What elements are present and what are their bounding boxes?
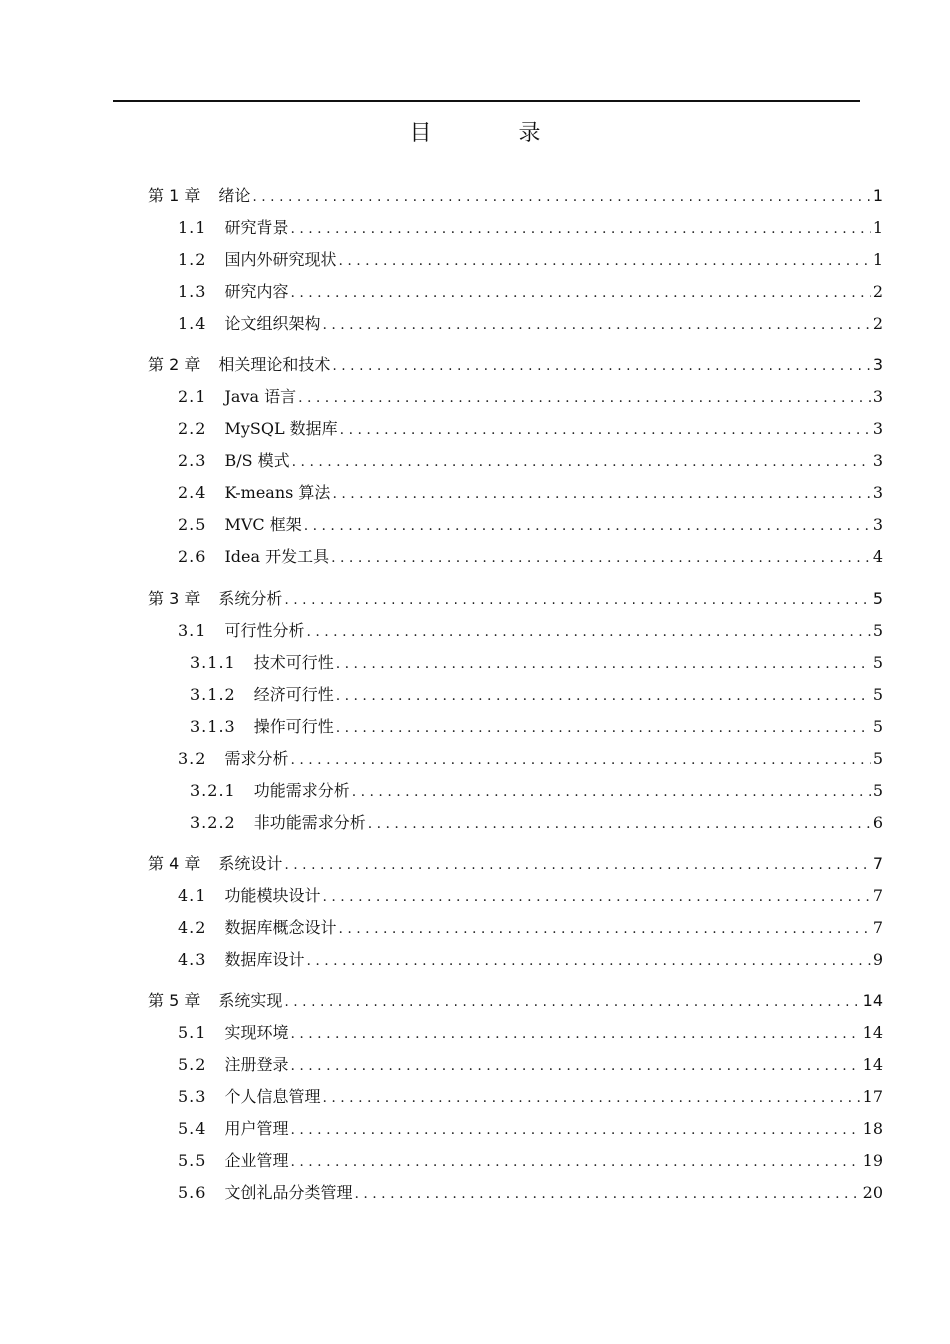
- toc-entry-number: 4.1: [178, 886, 207, 905]
- toc-entry-label: 文创礼品分类管理: [224, 1183, 353, 1202]
- toc-entry-label: 研究内容: [224, 282, 289, 301]
- toc-entry-label: Idea 开发工具: [224, 547, 330, 566]
- toc-entry-number: 3.1.2: [190, 685, 236, 704]
- toc-entry-label: 数据库概念设计: [224, 918, 337, 937]
- toc-entry[interactable]: [148, 589, 883, 611]
- toc-entry-page: 3: [872, 515, 883, 534]
- toc-entry-page: 5: [872, 749, 883, 768]
- toc-entry-page: 7: [872, 886, 883, 905]
- toc-entry[interactable]: [178, 1119, 883, 1141]
- toc-entry-label: Java 语言: [224, 387, 297, 406]
- toc-entry-page: 2: [872, 314, 883, 333]
- toc-entry-label: 需求分析: [224, 749, 289, 768]
- toc-entry-number: 5.2: [178, 1055, 207, 1074]
- toc-entry-page: 3: [872, 387, 883, 406]
- toc-entry-label: 相关理论和技术: [218, 355, 331, 374]
- toc-dot-leader: [290, 1024, 860, 1044]
- toc-dot-leader: [331, 548, 871, 568]
- toc-entry-page: 5: [872, 685, 883, 704]
- toc-entry-page: 19: [862, 1151, 883, 1170]
- toc-entry[interactable]: [178, 314, 883, 336]
- toc-entry[interactable]: [178, 1151, 883, 1173]
- toc-entry-number: 2.1: [178, 387, 207, 406]
- toc-entry-number: 5.1: [178, 1023, 207, 1042]
- toc-entry-label: 操作可行性: [253, 717, 334, 736]
- toc-entry-number: 5.5: [178, 1151, 207, 1170]
- toc-entry-page: 1: [872, 186, 883, 205]
- top-rule: [113, 100, 860, 102]
- toc-entry-number: 1.4: [178, 314, 207, 333]
- toc-entry-label: 功能模块设计: [224, 886, 321, 905]
- toc-entry[interactable]: [178, 218, 883, 240]
- toc-entry-page: 4: [872, 547, 883, 566]
- toc-entry-page: 14: [862, 1055, 883, 1074]
- toc-entry-label: 注册登录: [224, 1055, 289, 1074]
- toc-dot-leader: [322, 315, 870, 335]
- toc-entry-label: 个人信息管理: [224, 1087, 321, 1106]
- toc-entry-page: 3: [872, 355, 883, 374]
- toc-dot-leader: [340, 420, 871, 440]
- toc-dot-leader: [306, 622, 870, 642]
- toc-entry[interactable]: [148, 854, 883, 876]
- toc-entry-number: 第 4 章: [148, 854, 201, 873]
- toc-entry-page: 5: [872, 589, 883, 608]
- toc-entry[interactable]: [148, 355, 883, 377]
- toc-dot-leader: [332, 356, 870, 376]
- toc-dot-leader: [298, 388, 871, 408]
- toc-entry-number: 2.4: [178, 483, 207, 502]
- toc-entry-label: 论文组织架构: [224, 314, 321, 333]
- toc-entry-number: 2.5: [178, 515, 207, 534]
- toc-entry-page: 6: [872, 813, 883, 832]
- toc-entry-number: 5.3: [178, 1087, 207, 1106]
- toc-entry[interactable]: [178, 1183, 883, 1205]
- toc-entry[interactable]: [190, 781, 883, 803]
- toc-entry-label: 技术可行性: [253, 653, 334, 672]
- toc-entry[interactable]: [178, 282, 883, 304]
- toc-dot-leader: [252, 187, 870, 207]
- toc-entry[interactable]: [178, 250, 883, 272]
- toc-entry-label: MVC 框架: [224, 515, 302, 534]
- toc-entry-label: K-means 算法: [224, 483, 331, 502]
- toc-entry-label: 可行性分析: [224, 621, 305, 640]
- toc-entry[interactable]: [178, 451, 883, 473]
- toc-entry-page: 20: [862, 1183, 883, 1202]
- toc-entry-number: 2.2: [178, 419, 207, 438]
- toc-entry-page: 3: [872, 483, 883, 502]
- toc-entry[interactable]: [178, 886, 883, 908]
- toc-dot-leader: [284, 590, 870, 610]
- page-title: 目 录: [409, 121, 581, 146]
- toc-entry[interactable]: [190, 685, 883, 707]
- toc-entry-label: 数据库设计: [224, 950, 305, 969]
- toc-entry-label: 国内外研究现状: [224, 250, 337, 269]
- toc-dot-leader: [336, 718, 871, 738]
- toc-dot-leader: [290, 1152, 860, 1172]
- toc-entry-page: 9: [872, 950, 883, 969]
- toc-entry-number: 5.6: [178, 1183, 207, 1202]
- toc-dot-leader: [306, 951, 870, 971]
- toc-entry[interactable]: [178, 483, 883, 505]
- toc-entry[interactable]: [190, 653, 883, 675]
- toc-entry-number: 3.1.1: [190, 653, 236, 672]
- toc-entry-label: B/S 模式: [224, 451, 290, 470]
- toc-dot-leader: [336, 686, 871, 706]
- toc-entry-label: 用户管理: [224, 1119, 289, 1138]
- toc-entry-number: 3.2.1: [190, 781, 236, 800]
- toc-entry-page: 17: [862, 1087, 883, 1106]
- toc-entry-page: 14: [862, 1023, 883, 1042]
- toc-dot-leader: [284, 992, 860, 1012]
- toc-entry[interactable]: [178, 419, 883, 441]
- toc-dot-leader: [290, 1056, 860, 1076]
- toc-entry-number: 3.2: [178, 749, 207, 768]
- toc-entry-number: 4.2: [178, 918, 207, 937]
- toc-entry-label: 经济可行性: [253, 685, 334, 704]
- toc-entry-number: 2.6: [178, 547, 207, 566]
- toc-entry-page: 5: [872, 717, 883, 736]
- toc-dot-leader: [338, 919, 870, 939]
- toc-entry[interactable]: [148, 991, 883, 1013]
- toc-entry-page: 18: [862, 1119, 883, 1138]
- toc-dot-leader: [290, 750, 870, 770]
- toc-entry-page: 14: [862, 991, 883, 1010]
- toc-entry[interactable]: [178, 950, 883, 972]
- toc-dot-leader: [284, 855, 870, 875]
- toc-entry-number: 1.2: [178, 250, 207, 269]
- toc-entry-page: 5: [872, 653, 883, 672]
- toc-entry-label: 系统设计: [218, 854, 283, 873]
- toc-entry-page: 3: [872, 419, 883, 438]
- toc-entry-label: 企业管理: [224, 1151, 289, 1170]
- toc-entry-label: 功能需求分析: [253, 781, 350, 800]
- toc-dot-leader: [338, 251, 870, 271]
- toc-entry[interactable]: [178, 387, 883, 409]
- toc-entry[interactable]: [178, 515, 883, 537]
- toc-entry[interactable]: [178, 1087, 883, 1109]
- toc-entry-number: 1.1: [178, 218, 207, 237]
- toc-entry-page: 3: [872, 451, 883, 470]
- toc-entry-page: 7: [872, 918, 883, 937]
- toc-entry-label: 非功能需求分析: [253, 813, 366, 832]
- toc-entry[interactable]: [178, 749, 883, 771]
- toc-dot-leader: [336, 654, 871, 674]
- toc-entry-label: 研究背景: [224, 218, 289, 237]
- toc-entry-number: 1.3: [178, 282, 207, 301]
- toc-entry-number: 3.2.2: [190, 813, 236, 832]
- toc-entry[interactable]: [190, 813, 883, 835]
- toc-entry[interactable]: [178, 621, 883, 643]
- toc-entry-number: 2.3: [178, 451, 207, 470]
- toc-entry-number: 第 1 章: [148, 186, 201, 205]
- toc-entry-number: 5.4: [178, 1119, 207, 1138]
- toc-dot-leader: [332, 484, 870, 504]
- toc-dot-leader: [352, 782, 871, 802]
- toc-entry[interactable]: [190, 717, 883, 739]
- toc-dot-leader: [368, 814, 871, 834]
- toc-entry-label: 系统实现: [218, 991, 283, 1010]
- toc-dot-leader: [322, 887, 870, 907]
- toc-entry-page: 2: [872, 282, 883, 301]
- toc-dot-leader: [292, 452, 871, 472]
- toc-entry-page: 5: [872, 621, 883, 640]
- toc-entry-number: 第 2 章: [148, 355, 201, 374]
- toc-entry-page: 7: [872, 854, 883, 873]
- toc-entry-number: 4.3: [178, 950, 207, 969]
- toc-dot-leader: [304, 516, 871, 536]
- toc-dot-leader: [322, 1088, 860, 1108]
- toc-entry-page: 5: [872, 781, 883, 800]
- toc-entry-label: MySQL 数据库: [224, 419, 338, 438]
- toc-entry-label: 系统分析: [218, 589, 283, 608]
- toc-entry[interactable]: [178, 918, 883, 940]
- toc-entry-label: 绪论: [218, 186, 251, 205]
- toc-entry-number: 3.1: [178, 621, 207, 640]
- toc-entry-number: 第 3 章: [148, 589, 201, 608]
- toc-entry-page: 1: [872, 250, 883, 269]
- toc-entry-page: 1: [872, 218, 883, 237]
- toc-dot-leader: [290, 1120, 860, 1140]
- toc-dot-leader: [290, 283, 870, 303]
- toc-entry[interactable]: [178, 1055, 883, 1077]
- toc-entry-number: 3.1.3: [190, 717, 236, 736]
- toc-dot-leader: [290, 219, 870, 239]
- toc-entry[interactable]: [178, 1023, 883, 1045]
- toc-entry[interactable]: [148, 186, 883, 208]
- toc-entry[interactable]: [178, 547, 883, 569]
- toc-entry-label: 实现环境: [224, 1023, 289, 1042]
- toc-entry-number: 第 5 章: [148, 991, 201, 1010]
- toc-dot-leader: [354, 1184, 860, 1204]
